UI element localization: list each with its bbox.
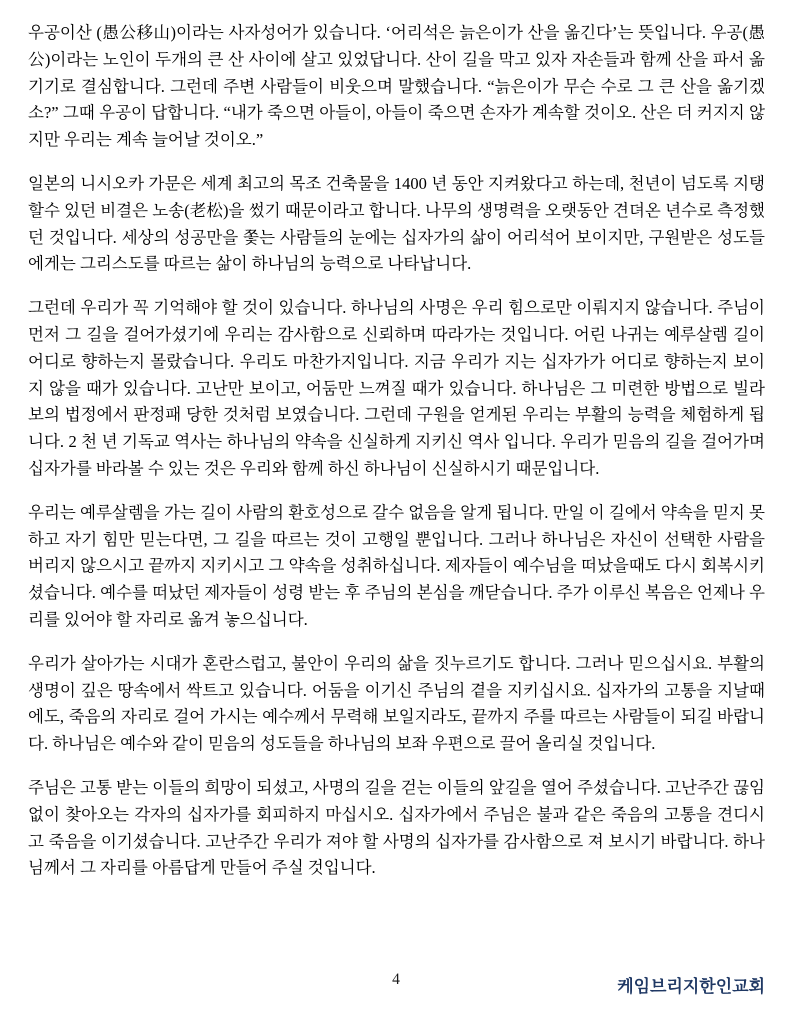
paragraph-road-to-jerusalem: 우리는 예루살렘을 가는 길이 사람의 환호성으로 갈수 없음을 알게 됩니다. 만일 이 길에서 약속을 믿지 못하고 자기 힘만 믿는다면, 그 길을 따르는 것이 고행일 뿐입니다. 그러나 하나님은 자신이 선택한 사람을 버리지 않으시고 끝까지 지키시고 그 약속을 성취하십니다. 제자들이 예수님을 떠났을때도 다시 회복시키셨습니다. 예수를 떠났던 제자들이 성령 받는 후 주님의 본심을 깨닫습니다. 주가 이루신 복음은 언제나 우리를 있어야 할 자리로 옮겨 놓으십니다.	[28, 502, 765, 629]
paragraph-mission-not-by-our-strength: 그런데 우리가 꼭 기억해야 할 것이 있습니다. 하나님의 사명은 우리 힘으로만 이뤄지지 않습니다. 주님이 먼저 그 길을 걸어가셨기에 우리는 감사함으로 신뢰하며 따라가는 것입니다. 어린 나귀는 예루살렘 길이 어디로 향하는지 몰랐습니다. 우리도 마찬가지입니다. 지금 우리가 지는 십자가가 어디로 향하는지 보이지 않을 때가 있습니다. 고난만 보이고, 어둠만 느껴질 때가 있습니다. 하나님은 그 미련한 방법으로 빌라보의 법정에서 판정패 당한 것처럼 보였습니다. 그런데 구원을 얻게된 우리는 부활의 능력을 체험하게 됩니다. 2 천 년 기독교 역사는 하나님의 약속을 신실하게 지키신 역사 입니다. 우리가 믿음의 길을 걸어가며 십자가를 바라볼 수 있는 것은 우리와 함께 하신 하나님이 신실하시기 때문입니다.	[28, 298, 765, 478]
paragraph-turbulent-times: 우리가 살아가는 시대가 혼란스럽고, 불안이 우리의 삶을 짓누르기도 합니다. 그러나 믿으십시요. 부활의 생명이 깊은 땅속에서 싹트고 있습니다. 어둠을 이기신 주님의 곁을 지키십시요. 십자가의 고통을 지날때에도, 죽음의 자리로 걸어 가시는 예수께서 무력해 보일지라도, 끝까지 주를 따르는 사람들이 되길 바랍니다. 하나님은 예수와 같이 믿음의 성도들을 하나님의 보좌 우편으로 끌어 올리실 것입니다.	[28, 653, 765, 754]
paragraph-ugong-isan: 우공이산 (愚公移山)이라는 사자성어가 있습니다. ‘어리석은 늙은이가 산을 옮긴다’는 뜻입니다. 우공(愚公)이라는 노인이 두개의 큰 산 사이에 살고 있었답니다. 산이 길을 막고 있자 자손들과 함께 산을 파서 옮기기로 결심합니다. 그런데 주변 사람들이 비웃으며 말했습니다. “늙은이가 무슨 수로 그 큰 산을 옮기겠소?” 그때 우공이 답합니다. “내가 죽으면 아들이, 아들이 죽으면 손자가 계속할 것이오. 산은 더 커지지 않지만 우리는 계속 늘어날 것이오.”	[28, 23, 765, 150]
document-body	[28, 20, 765, 899]
church-name: 케임브리지한인교회	[617, 977, 765, 996]
paragraph-nishioka: 일본의 니시오카 가문은 세계 최고의 목조 건축물을 1400 년 동안 지켜왔다고 하는데, 천년이 넘도록 지탱할수 있던 비결은 노송(老松)을 썼기 때문이라고 합니다. 나무의 생명력을 오랫동안 견뎌온 년수로 측정했던 것입니다. 세상의 성공만을 쫓는 사람들의 눈에는 십자가의 삶이 어리석어 보이지만, 구원받은 성도들에게는 그리스도를 따르는 삶이 하나님의 능력으로 나타납니다.	[28, 173, 765, 274]
page-number: 4	[392, 971, 400, 988]
paragraph-passion-week: 주님은 고통 받는 이들의 희망이 되셨고, 사명의 길을 걷는 이들의 앞길을 열어 주셨습니다. 고난주간 끊임없이 찾아오는 각자의 십자가를 회피하지 마십시오. 십자가에서 주님은 불과 같은 죽음의 고통을 견디시고 죽음을 이기셨습니다. 고난주간 우리가 져야 할 사명의 십자가를 감사함으로 져 보시기 바랍니다. 하나님께서 그 자리를 아름답게 만들어 주실 것입니다.	[28, 777, 765, 878]
page-footer	[0, 971, 792, 999]
